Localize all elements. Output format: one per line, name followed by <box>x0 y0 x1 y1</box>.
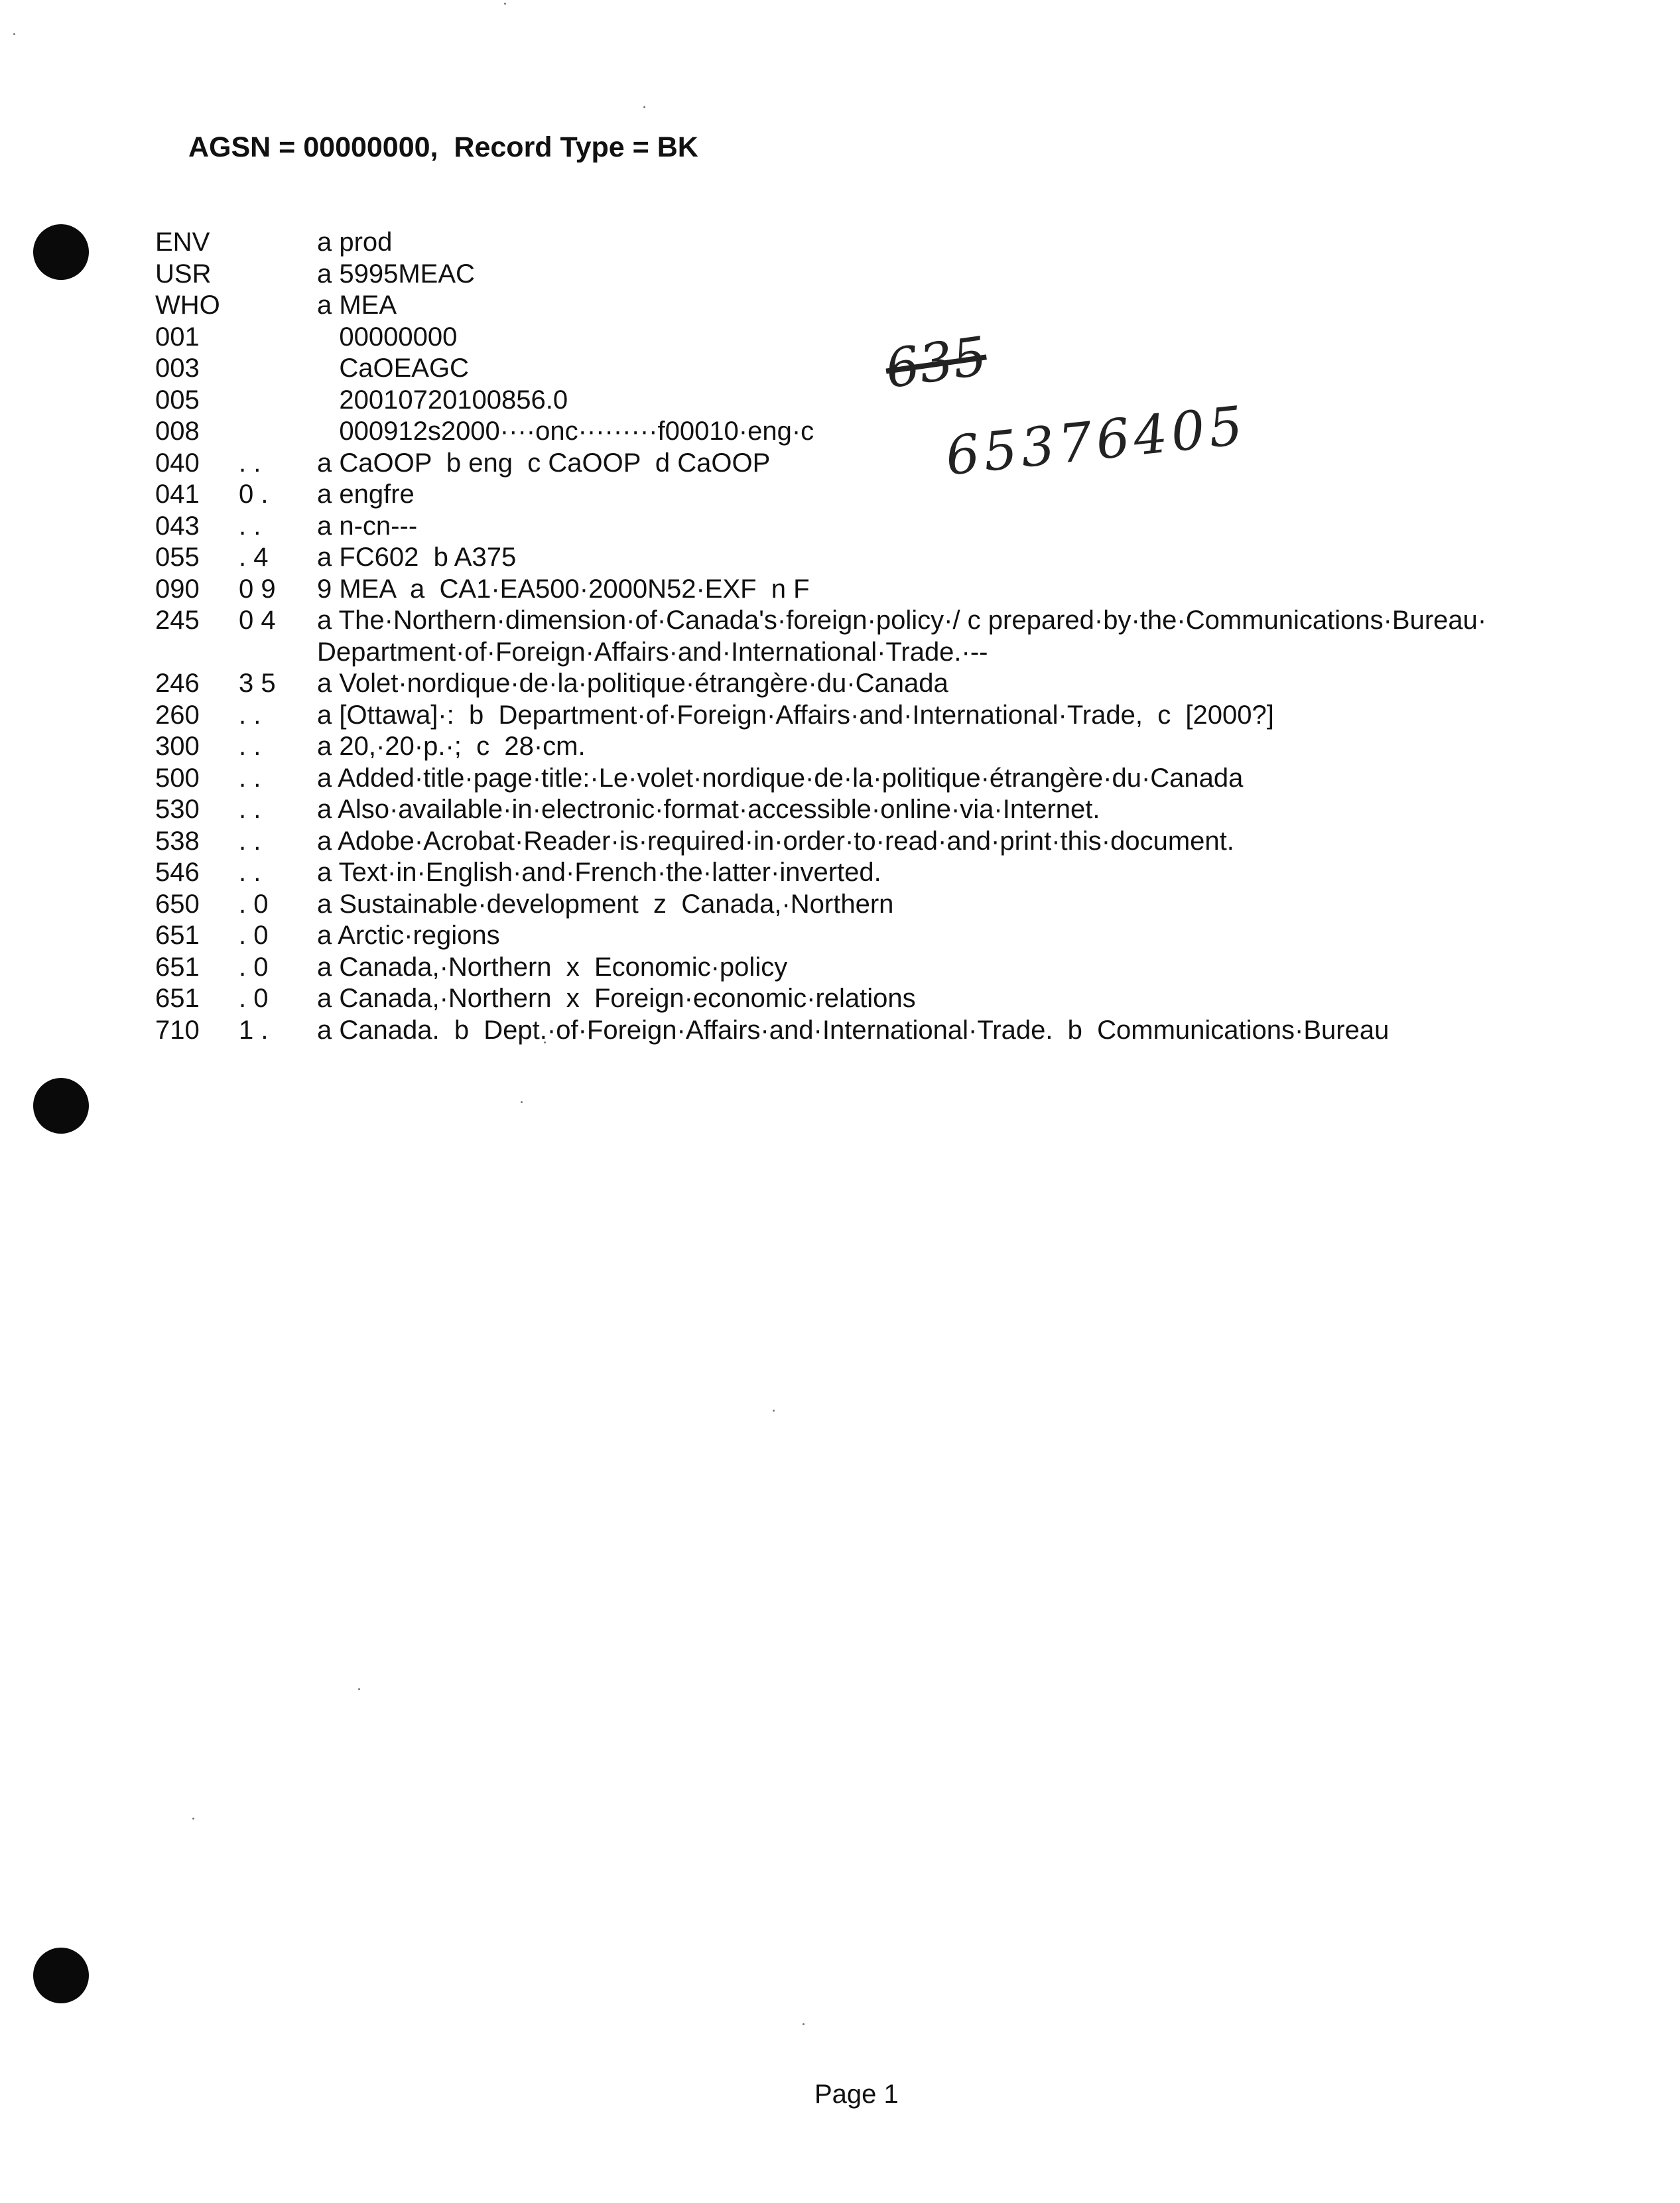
field-tag: 003 <box>155 354 200 383</box>
record-row <box>155 952 1670 984</box>
field-indicators: . 0 <box>239 921 269 950</box>
record-row <box>155 542 1670 574</box>
page-number: Page 1 <box>814 2080 899 2109</box>
field-value: 9 MEA a CA1·EA500·2000N52·EXF n F <box>317 574 810 604</box>
record-row <box>155 259 1670 291</box>
field-tag: 651 <box>155 921 200 950</box>
field-indicators: 0 . <box>239 480 269 509</box>
field-value: a Canada. b Dept.·of·Foreign·Affairs·and·International·Trade. b Communications·Bureau <box>317 1015 1389 1045</box>
field-indicators: . . <box>239 700 261 730</box>
field-indicators <box>239 416 317 448</box>
field-value: a n-cn--- <box>317 511 418 541</box>
record-row <box>155 889 1670 921</box>
field-value: a Also·available·in·electronic·format·accessible·online·via·Internet. <box>317 795 1100 824</box>
field-tag: 246 <box>155 669 200 698</box>
field-tag: 500 <box>155 763 200 793</box>
field-value: 000912s2000····onc·········f00010·eng·c <box>317 417 814 446</box>
record-row <box>155 290 1670 322</box>
record-row <box>155 511 1670 543</box>
field-indicators: . 4 <box>239 543 269 572</box>
field-tag: 041 <box>155 480 200 509</box>
field-tag: 530 <box>155 795 200 824</box>
field-value: a MEA <box>317 291 397 320</box>
record-row <box>155 479 1670 511</box>
field-tag: 001 <box>155 322 200 352</box>
scan-speck <box>521 1101 523 1103</box>
scan-speck <box>803 2023 805 2025</box>
field-tag: 055 <box>155 543 200 572</box>
field-tag: 008 <box>155 417 200 446</box>
record-header <box>188 131 698 164</box>
record-row <box>155 763 1670 795</box>
field-indicators: . 0 <box>239 984 269 1013</box>
field-value: a engfre <box>317 480 415 509</box>
field-value: a Adobe·Acrobat·Reader·is·required·in·order·to·read·and·print·this·document. <box>317 826 1234 856</box>
field-indicators: . . <box>239 858 261 887</box>
field-indicators: 0 4 <box>239 606 276 635</box>
field-value: a FC602 b A375 <box>317 543 517 572</box>
scan-speck <box>773 1410 775 1412</box>
field-tag: 651 <box>155 984 200 1013</box>
field-tag: 245 <box>155 606 200 635</box>
record-row <box>155 227 1670 259</box>
field-indicators <box>239 227 317 259</box>
field-value: a 5995MEAC <box>317 259 475 289</box>
field-value: a 20,·20·p.·; c 28·cm. <box>317 732 586 761</box>
record-row <box>155 605 1670 668</box>
field-indicators: . . <box>239 795 261 824</box>
record-row <box>155 700 1670 732</box>
field-tag: 710 <box>155 1015 200 1045</box>
field-indicators <box>239 259 317 291</box>
record-row <box>155 416 1670 448</box>
field-value: a The·Northern·dimension·of·Canada's·foreign·policy·/ c prepared·by·the·Communications·Bureau· Department·of·Foreign·Affairs·and·International·Trade.·-- <box>317 606 1487 667</box>
field-indicators <box>239 290 317 322</box>
scan-speck <box>504 3 506 5</box>
field-tag: USR <box>155 259 212 289</box>
scan-speck <box>192 1818 194 1820</box>
field-indicators: . . <box>239 826 261 856</box>
field-tag: 538 <box>155 826 200 856</box>
field-value: a Sustainable·development z Canada,·Northern <box>317 889 894 919</box>
record-row <box>155 920 1670 952</box>
field-value: a Arctic·regions <box>317 921 500 950</box>
field-indicators: . . <box>239 448 261 478</box>
field-value: a [Ottawa]·: b Department·of·Foreign·Affairs·and·International·Trade, c [2000?] <box>317 700 1274 730</box>
field-indicators: 1 . <box>239 1015 269 1045</box>
record-row <box>155 857 1670 889</box>
field-tag: 650 <box>155 889 200 919</box>
field-value: a Text·in·English·and·French·the·latter·inverted. <box>317 858 881 887</box>
record-row <box>155 794 1670 826</box>
field-value: 20010720100856.0 <box>317 385 568 415</box>
record-row <box>155 1015 1670 1047</box>
record-row <box>155 668 1670 700</box>
handwritten-note-2: 65376405 <box>942 394 1250 488</box>
field-tag: 260 <box>155 700 200 730</box>
field-tag: 043 <box>155 511 200 541</box>
scan-speck <box>13 33 15 35</box>
record-row <box>155 574 1670 606</box>
record-row <box>155 826 1670 858</box>
field-value: a prod <box>317 228 393 257</box>
field-tag: 546 <box>155 858 200 887</box>
field-indicators: 3 5 <box>239 669 276 698</box>
field-indicators <box>239 353 317 385</box>
field-value: CaOEAGC <box>317 354 469 383</box>
field-value: a Canada,·Northern x Foreign·economic·relations <box>317 984 916 1013</box>
field-indicators: . 0 <box>239 952 269 982</box>
handwritten-note-1: 635 <box>881 324 991 401</box>
field-value: a Added·title·page·title:·Le·volet·nordique·de·la·politique·étrangère·du·Canada <box>317 763 1244 793</box>
field-tag: WHO <box>155 291 220 320</box>
field-tag: 005 <box>155 385 200 415</box>
punch-hole-top <box>33 224 89 280</box>
field-value: a Volet·nordique·de·la·politique·étrangère·du·Canada <box>317 669 948 698</box>
field-indicators <box>239 385 317 417</box>
field-indicators: . . <box>239 763 261 793</box>
field-indicators: . . <box>239 732 261 761</box>
scan-speck <box>643 106 645 108</box>
scan-speck <box>358 1688 360 1690</box>
field-tag: 090 <box>155 574 200 604</box>
punch-hole-middle <box>33 1078 89 1134</box>
field-indicators: 0 9 <box>239 574 276 604</box>
agsn-label: AGSN = 00000000, <box>188 131 438 163</box>
field-indicators <box>239 322 317 354</box>
field-value: a CaOOP b eng c CaOOP d CaOOP <box>317 448 771 478</box>
field-indicators: . . <box>239 511 261 541</box>
record-row <box>155 448 1670 480</box>
field-tag: 651 <box>155 952 200 982</box>
punch-hole-bottom <box>33 1948 89 2003</box>
record-row <box>155 983 1670 1015</box>
record-row <box>155 731 1670 763</box>
field-tag: 040 <box>155 448 200 478</box>
field-value: a Canada,·Northern x Economic·policy <box>317 952 788 982</box>
field-tag: ENV <box>155 228 210 257</box>
field-indicators: . 0 <box>239 889 269 919</box>
field-value: 00000000 <box>317 322 458 352</box>
record-type-label: Record Type = BK <box>454 131 698 163</box>
field-tag: 300 <box>155 732 200 761</box>
